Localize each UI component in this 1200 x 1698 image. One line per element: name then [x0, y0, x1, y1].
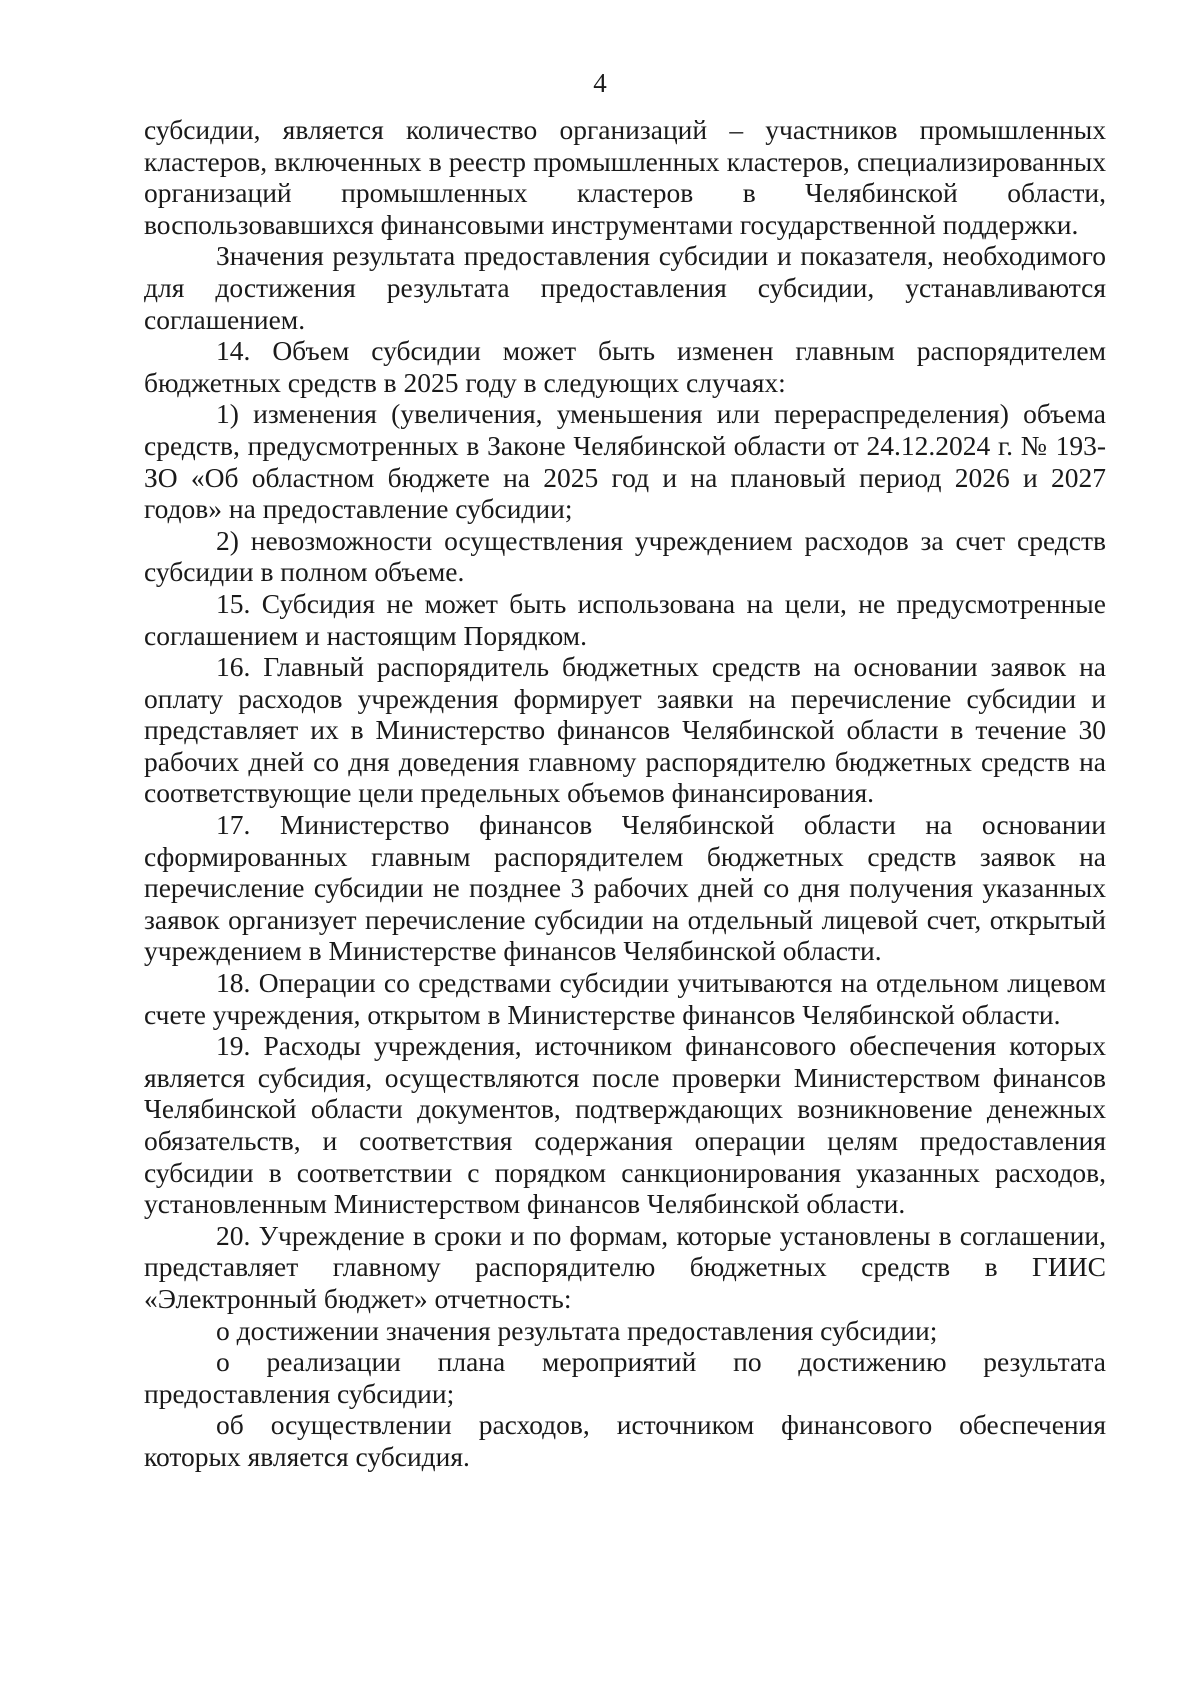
paragraph-14-item-2: 2) невозможности осуществления учреждением расходов за счет средств субсидии в полном объеме. [144, 524, 1106, 588]
document-body [144, 114, 1106, 1473]
paragraph-continuation: субсидии, является количество организаций – участников промышленных кластеров, включенных в реестр промышленных кластеров, специализированных организаций промышленных кластеров в Челябинской области, воспользовавшихся финансовыми инструментами государственной поддержки. [144, 114, 1106, 240]
paragraph-17: 17. Министерство финансов Челябинской области на основании сформированных главным распорядителем бюджетных средств заявок на перечисление субсидии не позднее 3 рабочих дней со дня получения указанных заявок организует перечисление субсидии на отдельный лицевой счет, открытый учреждением в Министерстве финансов Челябинской области. [144, 809, 1106, 967]
paragraph-20-report-1: о достижении значения результата предоставления субсидии; [216, 1314, 938, 1346]
paragraph-15: 15. Субсидия не может быть использована на цели, не предусмотренные соглашением и настоящим Порядком. [144, 587, 1106, 651]
paragraph-14: 14. Объем субсидии может быть изменен главным распорядителем бюджетных средств в 2025 году в следующих случаях: [144, 335, 1106, 398]
paragraph-result-values: Значения результата предоставления субсидии и показателя, необходимого для достижения результата предоставления субсидии, устанавливаются соглашением. [144, 240, 1106, 335]
paragraph-19: 19. Расходы учреждения, источником финансового обеспечения которых является субсидия, осуществляются после проверки Министерством финансов Челябинской области документов, подтверждающих возникновение денежных обязательств, и соответствия содержания операции целям предоставления субсидии в соответствии с порядком санкционирования указанных расходов, установленным Министерством финансов Челябинской области. [144, 1030, 1106, 1220]
paragraph-16: 16. Главный распорядитель бюджетных средств на основании заявок на оплату расходов учреждения формирует заявки на перечисление субсидии и представляет их в Министерство финансов Челябинской области в течение 30 рабочих дней со дня доведения главному распорядителю бюджетных средств на соответствующие цели предельных объемов финансирования. [144, 651, 1106, 809]
paragraph-18: 18. Операции со средствами субсидии учитываются на отдельном лицевом счете учреждения, открытом в Министерстве финансов Челябинской области. [144, 967, 1106, 1030]
page-number: 4 [593, 68, 607, 98]
paragraph-14-item-1: 1) изменения (увеличения, уменьшения или перераспределения) объема средств, предусмотренных в Законе Челябинской области от 24.12.2024 г. № 193-ЗО «Об областном бюджете на 2025 год и на плановый период 2026 и 2027 годов» на предоставление субсидии; [144, 398, 1106, 525]
paragraph-20-report-2: о реализации плана мероприятий по достижению результата предоставления субсидии; [144, 1346, 1106, 1409]
paragraph-20-report-3: об осуществлении расходов, источником финансового обеспечения которых является субсидия. [144, 1409, 1106, 1472]
paragraph-20: 20. Учреждение в сроки и по формам, которые установлены в соглашении, представляет главному распорядителю бюджетных средств в ГИИС «Электронный бюджет» отчетность: [144, 1219, 1106, 1314]
